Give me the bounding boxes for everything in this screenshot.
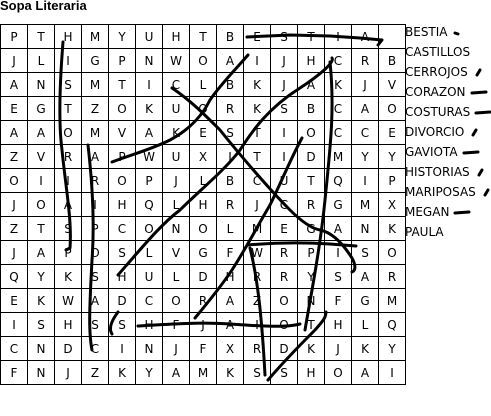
grid-cell[interactable]: U [271, 169, 298, 193]
grid-cell[interactable]: J [244, 193, 271, 217]
checkmark-icon [462, 146, 482, 160]
grid-cell[interactable]: A [55, 193, 82, 217]
grid-cell[interactable]: I [109, 337, 136, 361]
grid-cell[interactable]: U [163, 97, 190, 121]
grid-cell[interactable]: F [325, 289, 352, 313]
grid-cell[interactable]: C [1, 337, 28, 361]
grid-cell[interactable]: O [190, 217, 217, 241]
grid-cell[interactable]: H [163, 25, 190, 49]
grid-cell[interactable]: V [163, 241, 190, 265]
grid-cell[interactable]: O [109, 97, 136, 121]
checkmark-icon [453, 206, 473, 220]
word-list-item [405, 122, 476, 142]
grid-cell[interactable]: Q [136, 193, 163, 217]
grid-cell[interactable]: R [271, 241, 298, 265]
grid-cell[interactable]: U [136, 25, 163, 49]
grid-cell[interactable]: A [352, 97, 379, 121]
grid-cell[interactable]: P [136, 169, 163, 193]
word-list-item [405, 202, 476, 222]
grid-cell[interactable]: M [244, 217, 271, 241]
word-list-item [405, 62, 476, 82]
word-list-item [405, 82, 476, 102]
grid-cell[interactable]: K [244, 97, 271, 121]
checkmark-icon [480, 186, 491, 200]
grid-cell[interactable]: T [244, 121, 271, 145]
grid-cell[interactable]: G [352, 289, 379, 313]
grid-cell[interactable]: V [109, 121, 136, 145]
grid-cell[interactable]: J [55, 361, 82, 385]
grid-cell[interactable]: I [136, 73, 163, 97]
word-label: CERROJOS [405, 65, 468, 79]
grid-cell[interactable]: O [55, 121, 82, 145]
grid-cell[interactable]: E [271, 217, 298, 241]
grid-cell[interactable]: E [379, 121, 406, 145]
grid-cell[interactable]: U [163, 145, 190, 169]
grid-cell[interactable]: I [271, 121, 298, 145]
grid-cell[interactable]: H [298, 361, 325, 385]
grid-cell[interactable]: D [190, 265, 217, 289]
grid-cell[interactable]: R [379, 265, 406, 289]
grid-cell[interactable]: G [190, 241, 217, 265]
grid-cell[interactable]: J [190, 313, 217, 337]
grid-cell[interactable]: L [163, 265, 190, 289]
grid-cell[interactable]: D [298, 145, 325, 169]
grid-cell[interactable]: W [163, 49, 190, 73]
word-label: CORAZON [405, 85, 466, 99]
grid-cell[interactable]: O [325, 361, 352, 385]
grid-cell[interactable]: X [217, 337, 244, 361]
grid-cell[interactable]: C [136, 289, 163, 313]
grid-cell[interactable]: O [82, 241, 109, 265]
word-list-item [405, 42, 476, 62]
grid-cell[interactable]: S [55, 73, 82, 97]
grid-cell[interactable]: S [271, 97, 298, 121]
grid-row [1, 49, 406, 73]
grid-cell[interactable]: N [163, 217, 190, 241]
word-list [405, 22, 476, 242]
grid-cell[interactable]: V [379, 73, 406, 97]
grid-cell[interactable]: C [82, 337, 109, 361]
grid-row [1, 121, 406, 145]
grid-cell[interactable]: L [163, 193, 190, 217]
grid-cell[interactable]: O [271, 289, 298, 313]
grid-cell[interactable]: C [244, 169, 271, 193]
grid-cell[interactable]: P [55, 241, 82, 265]
checkmark-icon [468, 126, 488, 140]
grid-cell[interactable]: H [109, 265, 136, 289]
grid-cell[interactable]: E [1, 97, 28, 121]
grid-cell[interactable]: J [1, 193, 28, 217]
grid-cell[interactable]: M [82, 121, 109, 145]
grid-cell[interactable]: S [244, 361, 271, 385]
grid-cell[interactable]: Z [244, 289, 271, 313]
grid-cell[interactable]: S [325, 265, 352, 289]
grid-cell[interactable]: I [244, 49, 271, 73]
grid-cell[interactable]: H [325, 313, 352, 337]
grid-cell[interactable]: A [217, 49, 244, 73]
grid-row [1, 241, 406, 265]
grid-cell[interactable]: A [352, 265, 379, 289]
word-list-item [405, 142, 476, 162]
grid-cell[interactable]: K [163, 121, 190, 145]
grid-cell[interactable]: I [28, 169, 55, 193]
grid-cell[interactable]: D [55, 337, 82, 361]
grid-cell[interactable]: G [298, 217, 325, 241]
grid-row [1, 289, 406, 313]
grid-cell[interactable]: O [190, 97, 217, 121]
grid-row [1, 97, 406, 121]
grid-cell[interactable]: I [244, 313, 271, 337]
grid-cell[interactable]: C [325, 97, 352, 121]
grid-cell[interactable]: L [136, 241, 163, 265]
grid-cell[interactable]: A [217, 289, 244, 313]
grid-cell[interactable]: N [136, 49, 163, 73]
grid-cell[interactable]: I [55, 49, 82, 73]
grid-cell[interactable]: A [28, 121, 55, 145]
grid-cell[interactable]: G [82, 49, 109, 73]
grid-cell[interactable]: T [190, 25, 217, 49]
grid-cell[interactable]: P [109, 49, 136, 73]
grid-cell[interactable]: A [352, 361, 379, 385]
grid-cell[interactable]: B [217, 73, 244, 97]
grid-cell[interactable]: C [109, 217, 136, 241]
grid-cell[interactable]: J [271, 49, 298, 73]
grid-row [1, 313, 406, 337]
grid-cell[interactable]: P [109, 145, 136, 169]
grid-cell[interactable]: S [271, 361, 298, 385]
word-list-item [405, 102, 476, 122]
grid-cell[interactable]: T [244, 145, 271, 169]
word-list-item [405, 22, 476, 42]
grid-cell[interactable]: K [325, 73, 352, 97]
grid-cell[interactable]: Y [136, 361, 163, 385]
grid-cell[interactable]: N [28, 337, 55, 361]
grid-cell[interactable]: M [352, 193, 379, 217]
grid-cell[interactable]: Z [82, 97, 109, 121]
grid-cell[interactable]: C [325, 49, 352, 73]
grid-cell[interactable]: M [325, 145, 352, 169]
word-label: COSTURAS [405, 105, 471, 119]
grid-cell[interactable]: K [109, 361, 136, 385]
grid-cell[interactable]: N [298, 289, 325, 313]
grid-cell[interactable]: I [379, 361, 406, 385]
grid-cell[interactable]: F [163, 313, 190, 337]
grid-cell[interactable]: J [271, 73, 298, 97]
grid-cell[interactable]: R [217, 97, 244, 121]
letter-grid[interactable] [0, 24, 406, 385]
grid-cell[interactable]: F [217, 241, 244, 265]
grid-cell[interactable]: O [298, 121, 325, 145]
grid-cell[interactable]: B [379, 49, 406, 73]
grid-cell[interactable]: J [163, 169, 190, 193]
grid-cell[interactable]: A [163, 361, 190, 385]
grid-cell[interactable]: B [298, 97, 325, 121]
grid-cell[interactable]: R [352, 49, 379, 73]
grid-cell[interactable]: T [298, 169, 325, 193]
grid-cell[interactable]: I [352, 169, 379, 193]
grid-cell[interactable]: Z [1, 217, 28, 241]
grid-row [1, 73, 406, 97]
grid-cell[interactable]: F [190, 337, 217, 361]
grid-cell[interactable]: R [244, 337, 271, 361]
grid-row [1, 361, 406, 385]
grid-cell[interactable]: S [82, 313, 109, 337]
grid-cell[interactable]: P [298, 241, 325, 265]
checkmark-icon [452, 26, 472, 40]
grid-cell[interactable]: A [298, 73, 325, 97]
grid-cell[interactable]: Z [82, 361, 109, 385]
checkmark-icon [474, 166, 491, 180]
grid-cell[interactable]: O [379, 97, 406, 121]
grid-cell[interactable]: L [217, 217, 244, 241]
grid-cell[interactable]: R [298, 193, 325, 217]
word-label: MEGAN [405, 205, 450, 219]
word-list-item [405, 162, 476, 182]
grid-cell[interactable]: R [190, 289, 217, 313]
grid-row [1, 25, 406, 49]
grid-cell[interactable]: D [271, 337, 298, 361]
grid-cell[interactable]: Y [379, 337, 406, 361]
grid-cell[interactable]: Y [379, 145, 406, 169]
grid-cell[interactable]: N [136, 337, 163, 361]
grid-cell[interactable]: N [352, 217, 379, 241]
grid-cell[interactable]: A [82, 145, 109, 169]
grid-cell[interactable]: S [352, 241, 379, 265]
checkmark-icon [472, 66, 491, 80]
grid-cell[interactable]: S [271, 25, 298, 49]
grid-cell[interactable]: H [217, 265, 244, 289]
grid-cell[interactable]: F [1, 361, 28, 385]
grid-cell[interactable]: Y [28, 265, 55, 289]
grid-cell[interactable]: A [1, 121, 28, 145]
grid-cell[interactable]: R [244, 265, 271, 289]
grid-row [1, 337, 406, 361]
word-label: GAVIOTA [405, 145, 458, 159]
grid-cell[interactable]: A [1, 73, 28, 97]
grid-cell[interactable]: J [352, 73, 379, 97]
grid-cell[interactable]: S [82, 265, 109, 289]
grid-cell[interactable]: K [352, 337, 379, 361]
grid-cell[interactable]: L [352, 313, 379, 337]
grid-cell[interactable]: N [28, 73, 55, 97]
grid-cell[interactable]: P [379, 169, 406, 193]
grid-cell[interactable]: L [28, 49, 55, 73]
grid-cell[interactable]: Z [1, 145, 28, 169]
grid-cell[interactable]: O [28, 193, 55, 217]
grid-cell[interactable]: A [325, 217, 352, 241]
grid-cell[interactable]: R [217, 193, 244, 217]
grid-cell[interactable]: T [55, 97, 82, 121]
grid-row [1, 193, 406, 217]
word-label: MARIPOSAS [405, 185, 476, 199]
grid-cell[interactable]: H [190, 193, 217, 217]
grid-cell[interactable]: C [163, 73, 190, 97]
grid-cell[interactable]: S [109, 313, 136, 337]
checkmark-icon [474, 106, 491, 120]
puzzle-title: Sopa Literaria [0, 0, 87, 13]
grid-cell[interactable]: K [244, 73, 271, 97]
grid-cell[interactable]: Y [352, 145, 379, 169]
grid-cell[interactable]: K [379, 217, 406, 241]
grid-cell[interactable]: B [217, 25, 244, 49]
grid-cell[interactable]: Y [109, 25, 136, 49]
grid-cell[interactable]: G [28, 97, 55, 121]
word-list-item [405, 182, 476, 202]
grid-cell[interactable]: I [55, 169, 82, 193]
grid-cell[interactable]: T [28, 25, 55, 49]
grid-cell[interactable]: L [190, 169, 217, 193]
grid-cell[interactable]: K [217, 361, 244, 385]
word-label: PAULA [405, 225, 444, 239]
grid-cell[interactable]: Q [379, 313, 406, 337]
grid-cell[interactable]: H [136, 313, 163, 337]
grid-cell[interactable]: U [136, 265, 163, 289]
grid-cell[interactable]: C [325, 121, 352, 145]
grid-cell[interactable]: J [1, 49, 28, 73]
grid-cell[interactable]: D [109, 289, 136, 313]
grid-cell[interactable]: H [109, 193, 136, 217]
grid-cell[interactable]: J [163, 337, 190, 361]
grid-cell[interactable]: I [1, 313, 28, 337]
grid-cell[interactable]: S [217, 121, 244, 145]
grid-row [1, 145, 406, 169]
grid-cell[interactable]: T [298, 25, 325, 49]
grid-cell[interactable]: Q [325, 169, 352, 193]
grid-cell[interactable]: W [136, 145, 163, 169]
checkmark-icon [470, 86, 490, 100]
grid-cell[interactable]: O [163, 289, 190, 313]
grid-cell[interactable]: I [325, 241, 352, 265]
grid-cell[interactable]: J [325, 337, 352, 361]
grid-cell[interactable]: N [28, 361, 55, 385]
grid-cell[interactable]: L [190, 73, 217, 97]
grid-cell[interactable]: R [82, 169, 109, 193]
grid-cell[interactable]: O [109, 169, 136, 193]
grid-row [1, 265, 406, 289]
grid-cell[interactable]: C [271, 193, 298, 217]
grid-cell[interactable]: O [379, 241, 406, 265]
grid-cell[interactable]: T [298, 313, 325, 337]
grid-cell[interactable]: K [298, 337, 325, 361]
grid-cell[interactable]: S [28, 313, 55, 337]
grid-cell[interactable]: I [217, 145, 244, 169]
grid-cell[interactable]: R [271, 265, 298, 289]
grid-cell[interactable]: X [190, 145, 217, 169]
grid-cell[interactable]: G [325, 193, 352, 217]
grid-row [1, 169, 406, 193]
word-label: BESTIA [405, 25, 448, 39]
grid-cell[interactable]: R [55, 145, 82, 169]
grid-cell[interactable]: E [190, 121, 217, 145]
grid-cell[interactable]: O [190, 49, 217, 73]
grid-cell[interactable]: Q [1, 265, 28, 289]
grid-cell[interactable]: K [136, 97, 163, 121]
grid-cell[interactable]: I [82, 193, 109, 217]
grid-cell[interactable]: K [55, 265, 82, 289]
grid-cell[interactable]: T [109, 73, 136, 97]
grid-cell[interactable]: W [244, 241, 271, 265]
grid-cell[interactable]: M [82, 25, 109, 49]
grid-cell[interactable]: P [1, 25, 28, 49]
grid-cell[interactable]: B [217, 169, 244, 193]
grid-cell[interactable]: K [28, 289, 55, 313]
grid-cell[interactable]: A [28, 241, 55, 265]
grid-cell[interactable]: X [379, 193, 406, 217]
grid-cell[interactable]: M [82, 73, 109, 97]
grid-cell[interactable]: I [271, 145, 298, 169]
grid-cell[interactable]: E [244, 25, 271, 49]
grid-cell[interactable]: A [136, 121, 163, 145]
grid-cell[interactable]: S [55, 217, 82, 241]
grid-cell[interactable]: M [190, 361, 217, 385]
grid-row [1, 217, 406, 241]
grid-cell[interactable]: A [352, 25, 379, 49]
word-label: CASTILLOS [405, 45, 471, 59]
grid-cell[interactable]: A [82, 289, 109, 313]
grid-cell[interactable]: E [1, 289, 28, 313]
word-label: HISTORIAS [405, 165, 470, 179]
grid-cell[interactable]: P [82, 217, 109, 241]
grid-cell[interactable]: I [325, 25, 352, 49]
grid-cell[interactable]: O [1, 169, 28, 193]
word-list-item [405, 222, 476, 242]
grid-cell[interactable]: J [1, 241, 28, 265]
grid-cell[interactable]: W [55, 289, 82, 313]
grid-cell[interactable]: T [28, 217, 55, 241]
grid-cell[interactable]: H [298, 49, 325, 73]
grid-cell[interactable]: V [28, 145, 55, 169]
grid-cell[interactable]: M [379, 289, 406, 313]
grid-cell[interactable]: Y [298, 265, 325, 289]
grid-cell[interactable]: S [109, 241, 136, 265]
grid-cell[interactable]: C [352, 121, 379, 145]
grid-cell[interactable]: H [55, 313, 82, 337]
grid-cell[interactable]: H [55, 25, 82, 49]
grid-cell[interactable]: O [136, 217, 163, 241]
grid-cell[interactable] [379, 25, 406, 49]
grid-cell[interactable]: O [271, 313, 298, 337]
grid-cell[interactable]: A [217, 313, 244, 337]
word-label: DIVORCIO [405, 125, 465, 139]
